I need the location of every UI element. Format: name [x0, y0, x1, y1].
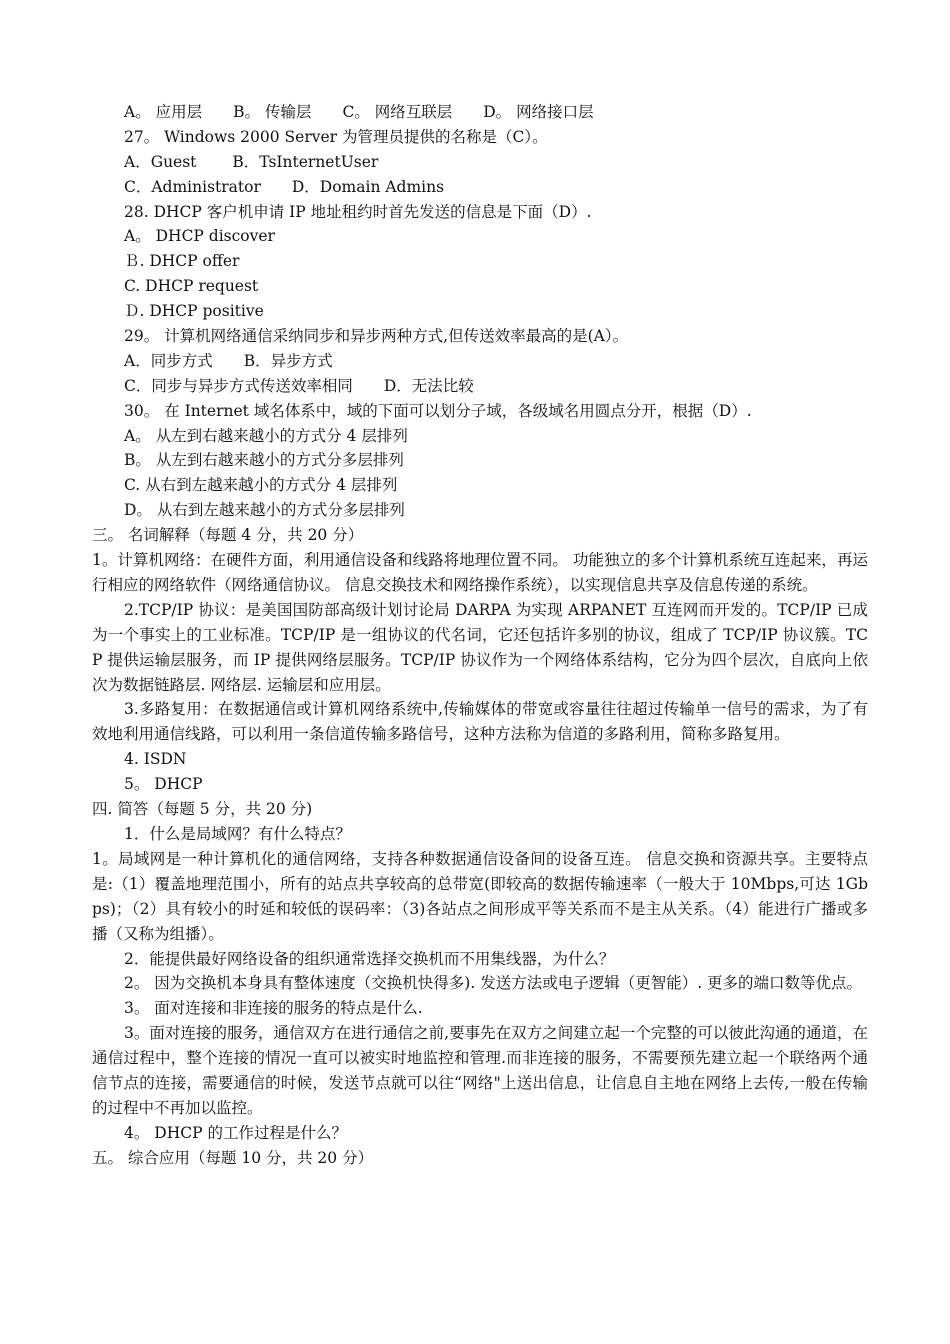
section-5-heading: 五。 综合应用（每题 10 分，共 20 分）: [92, 1148, 374, 1167]
q27-question: 27。 Windows 2000 Server 为管理员提供的名称是（C）。: [124, 127, 548, 146]
term-multiplexing: 3.多路复用：在数据通信或计算机网络系统中,传输媒体的带宽或容量往往超过传输单一信号的需求，为了有效地利用通信线路，可以利用一条信道传输多路信号，这种方法称为信道的多路利用，简称多路复用。: [92, 700, 868, 744]
document-body: [92, 100, 868, 1171]
term-tcpip: 2.TCP/IP 协议：是美国国防部高级计划讨论局 DARPA 为实现 ARPANET 互连网而开发的。TCP/IP 已成为一个事实上的工业标准。TCP/IP 是一组协议的代名词，它还包括许多别的协议，组成了 TCP/IP 协议簇。TCP 提供运输层服务，而 IP 提供网络层服务。TCP/IP 协议作为一个网络体系结构，它分为四个层次，自底向上依次为数据链路层. 网络层. 运输层和应用层。: [92, 600, 868, 694]
q28-question: 28. DHCP 客户机申请 IP 地址租约时首先发送的信息是下面（D）.: [124, 202, 592, 221]
q27-options-ab: A．Guest B．TsInternetUser: [124, 152, 379, 171]
q30-option-c: C. 从右到左越来越小的方式分 4 层排列: [124, 476, 398, 495]
section-3-heading: 三。 名词解释（每题 4 分，共 20 分）: [92, 526, 364, 545]
q30-option-a: A。 从左到右越来越小的方式分 4 层排列: [124, 426, 408, 445]
q30-option-b: B。 从左到右越来越小的方式分多层排列: [124, 451, 404, 470]
sa3-question: 3。 面对连接和非连接的服务的特点是什么.: [124, 999, 423, 1018]
sa2-question: 2．能提供最好网络设备的组织通常选择交换机而不用集线器，为什么？: [124, 949, 615, 968]
q26-options: A。 应用层 B。 传输层 C。 网络互联层 D。 网络接口层: [124, 103, 594, 121]
sa1-question: 1．什么是局域网？有什么特点？: [124, 825, 351, 843]
q29-question: 29。 计算机网络通信采纳同步和异步两种方式,但传送效率最高的是(A）。: [124, 327, 629, 346]
q28-option-d: Ｄ. DHCP positive: [124, 302, 264, 321]
q28-option-b: Ｂ. DHCP offer: [124, 252, 240, 271]
section-4-heading: 四. 简答（每题 5 分，共 20 分): [92, 800, 313, 819]
term-dhcp: 5。 DHCP: [124, 775, 203, 794]
sa1-answer: 1。局域网是一种计算机化的通信网络，支持各种数据通信设备间的设备互连。 信息交换和资源共享。主要特点是:（1）覆盖地理范围小，所有的站点共享较高的总带宽(即较高的数据传输速率（一般大于 10Mbps,可达 1Gbps)；（2）具有较小的时延和较低的误码率：（3)各站点之间形成平等关系而不是主从关系。（4）能进行广播或多播（又称为组播）。: [92, 849, 868, 943]
term-computer-network: 1。计算机网络：在硬件方面，利用通信设备和线路将地理位置不同。 功能独立的多个计算机系统互连起来，再运行相应的网络软件（网络通信协议。 信息交换技术和网络操作系统），以实现信息共享及信息传递的系统。: [92, 551, 868, 594]
q27-options-cd: C．Administrator D．Domain Admins: [124, 177, 445, 196]
q28-option-a: A。 DHCP discover: [124, 227, 275, 246]
q29-options-ab: A．同步方式 B．异步方式: [124, 351, 333, 370]
q30-option-d: D。 从右到左越来越小的方式分多层排列: [124, 501, 405, 520]
q30-question: 30。 在 Internet 域名体系中，域的下面可以划分子域，各级域名用圆点分开，根据（D）.: [124, 401, 752, 420]
q28-option-c: C. DHCP request: [124, 277, 259, 296]
sa3-answer: 3。面对连接的服务，通信双方在进行通信之前,要事先在双方之间建立起一个完整的可以彼此沟通的通道，在通信过程中，整个连接的情况一直可以被实时地监控和管理.而非连接的服务，不需要预先建立起一个联络两个通信节点的连接，需要通信的时候，发送节点就可以往“网络"上送出信息，让信息自主地在网络上去传,一般在传输的过程中不再加以监控。: [92, 1024, 868, 1117]
sa4-question: 4。 DHCP 的工作过程是什么？: [124, 1123, 347, 1142]
q29-options-cd: C．同步与异步方式传送效率相同 D．无法比较: [124, 376, 474, 395]
term-isdn: 4. ISDN: [124, 750, 187, 769]
sa2-answer: 2。 因为交换机本身具有整体速度（交换机快得多). 发送方法或电子逻辑（更智能）. 更多的端口数等优点。: [124, 974, 863, 993]
